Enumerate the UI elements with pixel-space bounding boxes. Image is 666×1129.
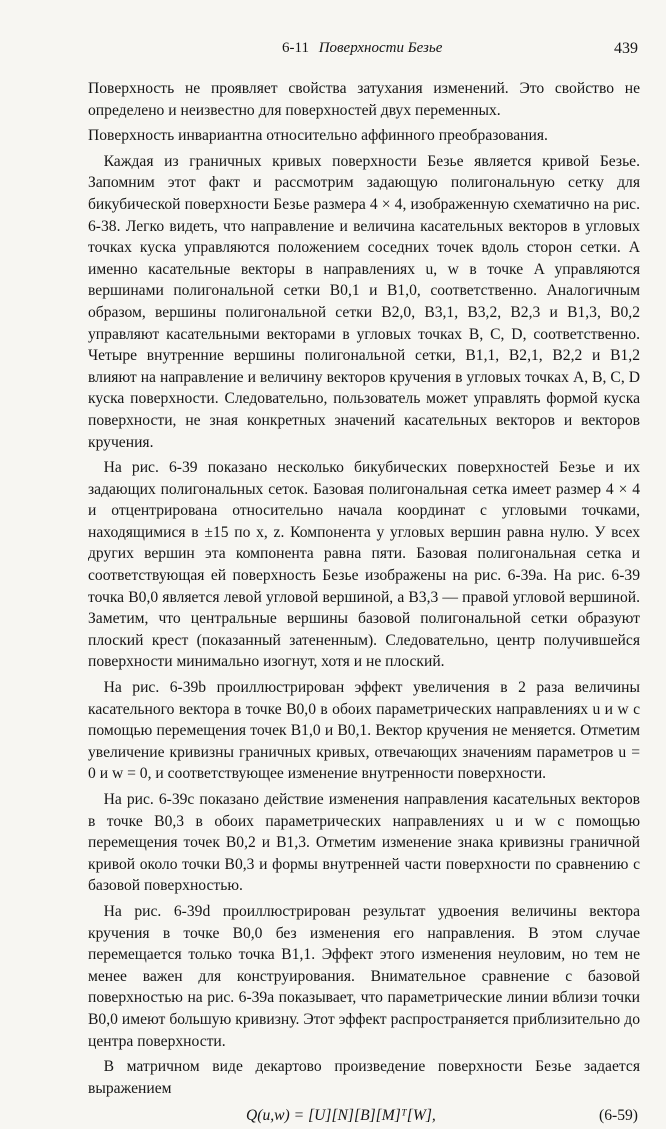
paragraph: Поверхность не проявляет свойства затухания изменений. Это свойство не определено и неизвестно для поверхностей двух переменных. [88,80,640,119]
paragraph: В матричном виде декартово произведение поверхности Безье задается выражением [88,1058,640,1097]
page-header [0,40,666,64]
paragraph: На рис. 6-39 показано несколько бикубических поверхностей Безье и их задающих полигональных сеток. Базовая полигональная сетка имеет размер 4 × 4 и отцентрирована относительно начала координат с угловыми точками, находящимися в ±15 по x, z. Компонента y угловых вершин равна нулю. У всех других вершин эта компонента равна пяти. Базовая полигональная сетка и соответствующая ей поверхность Безье изображены на рис. 6-39a. На рис. 6-39 точка B0,0 является левой угловой вершиной, а B3,3 — правой угловой вершиной. Заметим, что центральные вершины базовой полигональной сетки образуют плоский крест (показанный затененным). Следовательно, центр получившейся поверхности минимально изогнут, хотя и не плоский. [88,459,640,671]
paragraph: На рис. 6-39b проиллюстрирован эффект увеличения в 2 раза величины касательного вектора в точке B0,0 в обоих параметрических направлениях u и w с помощью перемещения точек B1,0 и B0,1. Вектор кручения не меняется. Отметим увеличение кривизны граничных кривых, отвечающих значениям параметров u = 0 и w = 0, и соответствующее изменение внутренности поверхности. [88,679,640,783]
section-title: Поверхности Безье [318,40,443,56]
paragraph: Поверхность инвариантна относительно аффинного преобразования. [88,127,548,145]
running-head [282,40,442,57]
section-number: 6-11 [282,40,309,56]
formula-expression: Q(u,w) = [U][N][B][M]ᵀ[W], [246,1107,436,1125]
paragraph: Каждая из граничных кривых поверхности Безье является кривой Безье. Запомним этот факт и рассмотрим задающую полигональную сетку для бикубической поверхности Безье размера 4 × 4, изображенную схематично на рис. 6-38. Легко видеть, что направление и величина касательных векторов в угловых точках куска управляются положением соседних точек вдоль сторон сетки. А именно касательные векторы в направлениях u, w в точке A управляются вершинами полигональной сетки B0,1 и B1,0, соответственно. Аналогичным образом, вершины полигональной сетки B2,0, B3,1, B3,2, B2,3 и B1,3, B0,2 управляют касательными векторами в угловых точках B, C, D, соответственно. Четыре внутренние вершины полигональной сетки, B1,1, B2,1, B2,2 и B1,2 влияют на направление и величину векторов кручения в угловых точках A, B, C, D куска поверхности. Следовательно, пользователь может управлять формой куска поверхности, не зная конкретных значений касательных векторов и векторов кручения. [88,152,640,451]
formula [88,1103,640,1129]
paragraph: На рис. 6-39c показано действие изменения направления касательных векторов в точке B0,3 в обоих параметрических направлениях u и w с помощью перемещения точек B0,2 и B1,3. Отметим изменение знака кривизны граничной кривой около точки B0,3 и формы внутренней части поверхности по сравнению с базовой поверхностью. [88,791,640,895]
paragraph: На рис. 6-39d проиллюстрирован результат удвоения величины вектора кручения в точке B0,0 без изменения его направления. В этом случае перемещается только точка B1,1. Эффект этого изменения неуловим, но тем не менее важен для конструирования. Внимательное сравнение с базовой поверхностью на рис. 6-39a показывает, что параметрические линии вблизи точки B0,0 имеют большую кривизну. Этот эффект распространяется приблизительно до центра поверхности. [88,902,640,1050]
page-body [88,78,640,1129]
formula-number: (6-59) [599,1107,638,1125]
page-number: 439 [614,40,638,57]
